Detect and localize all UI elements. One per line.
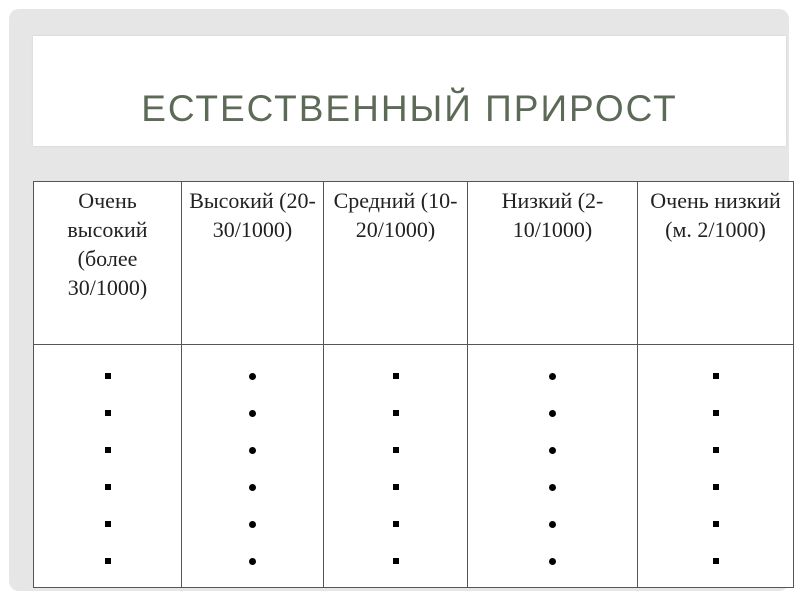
list-item: [36, 542, 179, 579]
list-item: [36, 431, 179, 468]
round-bullet-icon: [549, 521, 556, 528]
square-bullet-icon: [105, 447, 111, 453]
round-bullet-icon: [249, 373, 256, 380]
list-item: [326, 357, 465, 394]
bullet-cell-very-high: [34, 345, 182, 588]
list-item: [640, 542, 791, 579]
list-item: [326, 542, 465, 579]
list-item: [470, 505, 635, 542]
square-bullet-icon: [393, 558, 399, 564]
square-bullet-icon: [105, 521, 111, 527]
round-bullet-icon: [549, 410, 556, 417]
bullet-cell-low: [468, 345, 638, 588]
square-bullet-icon: [105, 484, 111, 490]
header-text-very-low: Очень низкий (м. 2/1000): [650, 188, 781, 242]
square-bullet-icon: [713, 373, 719, 379]
slide-background: [9, 9, 789, 591]
bullet-cell-medium: [324, 345, 468, 588]
list-item: [326, 394, 465, 431]
bullet-list: [184, 357, 321, 579]
bullet-list: [36, 357, 179, 579]
list-item: [326, 505, 465, 542]
list-item: [36, 357, 179, 394]
list-item: [640, 394, 791, 431]
list-item: [184, 394, 321, 431]
list-item: [640, 357, 791, 394]
square-bullet-icon: [393, 521, 399, 527]
header-cell-high: [182, 182, 324, 345]
list-item: [470, 542, 635, 579]
bullet-list: [470, 357, 635, 579]
list-item: [470, 431, 635, 468]
table-bullet-row: [34, 345, 794, 588]
title-box: [33, 36, 786, 146]
round-bullet-icon: [549, 447, 556, 454]
growth-table: [33, 181, 794, 588]
bullet-cell-very-low: [638, 345, 794, 588]
square-bullet-icon: [105, 558, 111, 564]
round-bullet-icon: [249, 558, 256, 565]
square-bullet-icon: [713, 410, 719, 416]
list-item: [640, 505, 791, 542]
round-bullet-icon: [549, 373, 556, 380]
square-bullet-icon: [393, 373, 399, 379]
round-bullet-icon: [249, 521, 256, 528]
bullet-list: [640, 357, 791, 579]
round-bullet-icon: [249, 447, 256, 454]
round-bullet-icon: [249, 484, 256, 491]
square-bullet-icon: [393, 447, 399, 453]
round-bullet-icon: [549, 484, 556, 491]
table-header-row: [34, 182, 794, 345]
list-item: [36, 468, 179, 505]
list-item: [184, 505, 321, 542]
list-item: [184, 357, 321, 394]
square-bullet-icon: [713, 558, 719, 564]
list-item: [326, 431, 465, 468]
header-cell-medium: [324, 182, 468, 345]
header-text-low: Низкий (2-10/1000): [501, 188, 604, 242]
slide-title: ЕСТЕСТВЕННЫЙ ПРИРОСТ: [141, 88, 678, 129]
bullet-cell-high: [182, 345, 324, 588]
list-item: [184, 431, 321, 468]
header-cell-very-high: [34, 182, 182, 345]
header-cell-low: [468, 182, 638, 345]
header-text-very-high: Очень высокий (более 30/1000): [67, 188, 148, 300]
round-bullet-icon: [249, 410, 256, 417]
square-bullet-icon: [393, 410, 399, 416]
square-bullet-icon: [393, 484, 399, 490]
list-item: [184, 468, 321, 505]
header-text-high: Высокий (20-30/1000): [189, 188, 316, 242]
list-item: [36, 505, 179, 542]
square-bullet-icon: [105, 410, 111, 416]
list-item: [470, 394, 635, 431]
list-item: [470, 357, 635, 394]
square-bullet-icon: [713, 521, 719, 527]
list-item: [640, 468, 791, 505]
square-bullet-icon: [713, 447, 719, 453]
square-bullet-icon: [105, 373, 111, 379]
bullet-list: [326, 357, 465, 579]
header-cell-very-low: [638, 182, 794, 345]
round-bullet-icon: [549, 558, 556, 565]
list-item: [326, 468, 465, 505]
square-bullet-icon: [713, 484, 719, 490]
list-item: [36, 394, 179, 431]
list-item: [184, 542, 321, 579]
header-text-medium: Средний (10-20/1000): [333, 188, 458, 242]
list-item: [640, 431, 791, 468]
list-item: [470, 468, 635, 505]
